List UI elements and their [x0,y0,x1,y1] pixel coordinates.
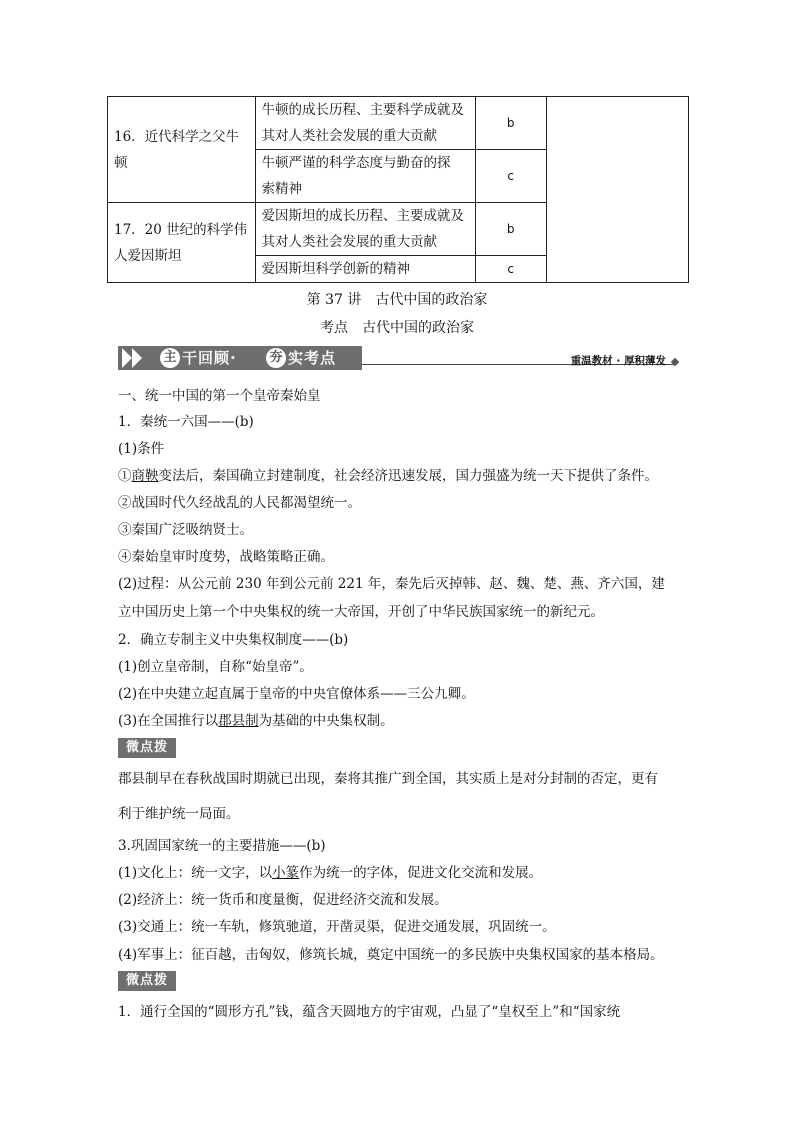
content-cell [255,256,475,283]
paragraph: (3)交通上：统一车轨，修筑驰道，开凿灵渠，促进交通发展，巩固统一。 [118,919,556,935]
paragraph [118,861,542,881]
topic-text: 人爱因斯坦 [114,247,182,264]
underlined-term: 小篆 [272,865,300,881]
paragraph [118,709,394,729]
paragraph: 立中国历史上第一个中央集权的统一大帝国，开创了中华民族国家统一的新纪元。 [118,604,604,620]
paragraph: (2)过程：从公元前 230 年到公元前 221 年，秦先后灭掉韩、赵、魏、楚、燕、齐六国，建 [118,576,665,592]
tip-label: 微点拨 [118,738,176,758]
paragraph: ②战国时代久经战乱的人民都渴望统一。 [118,495,361,511]
topic-text: 17．20 世纪的科学伟 [114,221,248,238]
topic-cell [108,97,256,203]
text: 为基础的中央集权制。 [258,713,394,729]
content-text: 牛顿的成长历程、主要科学成就及 [261,102,465,118]
banner-text: 干回顾· [182,349,237,367]
banner-badge: 主 [160,348,180,368]
tip-label: 微点拨 [118,971,176,991]
content-text: 其对人类社会发展的重大贡献 [261,234,438,250]
table-row [108,97,689,150]
paragraph [118,464,658,484]
subheading: 3.巩固国家统一的主要措施——(b) [118,838,326,854]
section-banner [118,346,680,374]
banner-subtitle: 重温教材 · 厚积薄发 [570,355,666,367]
text: 作为统一的字体，促进文化交流和发展。 [299,865,543,881]
paragraph: 利于维护统一局面。 [118,806,240,822]
level-cell: b [475,97,546,150]
content-cell [255,97,475,150]
paragraph: 1．通行全国的“圆形方孔”钱，蕴含天圆地方的宇宙观，凸显了“皇权至上”和“国家统 [118,1004,621,1020]
paragraph: ③秦国广泛吸纳贤士。 [118,522,253,538]
content-text: 其对人类社会发展的重大贡献 [261,128,438,144]
content-text: 爱因斯坦的成长历程、主要成就及 [261,208,465,224]
content-cell [255,203,475,256]
subheading: 1．秦统一六国——(b) [118,414,254,430]
paragraph: ④秦始皇审时度势，战略策略正确。 [118,549,334,565]
text: (3)在全国推行以 [118,713,219,729]
point-title: 考点 古代中国的政治家 [320,320,474,336]
chevron-right-icon [132,348,142,368]
underlined-term: 商鞅 [131,468,159,484]
content-cell [255,150,475,203]
paragraph: (1)条件 [118,441,165,457]
paragraph: 郡县制早在春秋战国时期就已出现，秦将其推广到全国，其实质上是对分封制的否定，更有 [118,771,658,787]
paragraph: (1)创立皇帝制，自称“始皇帝”。 [118,659,313,675]
banner-bar [118,346,362,370]
paragraph: (2)在中央建立起直属于皇帝的中央官僚体系——三公九卿。 [118,686,475,702]
requirements-table [107,96,689,283]
topic-cell [108,203,256,283]
subheading: 2．确立专制主义中央集权制度——(b) [118,632,349,648]
underlined-term: 郡县制 [218,713,259,729]
section-title: 一、统一中国的第一个皇帝秦始皇 [118,388,321,404]
blank-cell [546,97,688,283]
content-text: 索精神 [261,181,303,197]
content-text: 爱因斯坦科学创新的精神 [261,261,411,277]
level-cell: b [475,203,546,256]
banner-badge: 夯 [266,348,286,368]
chevron-right-icon [122,348,132,368]
topic-text: 16．近代科学之父牛顿 [114,128,240,171]
level-cell: c [475,256,546,283]
text: ① [118,468,132,484]
content-text: 牛顿严谨的科学态度与勤奋的探 [261,155,451,171]
text: 变法后，秦国确立封建制度，社会经济迅速发展，国力强盛为统一天下提供了条件。 [158,468,658,484]
lecture-title: 第 37 讲 古代中国的政治家 [306,292,488,308]
text: (1)文化上：统一文字，以 [118,865,273,881]
paragraph: (4)军事上：征百越，击匈奴，修筑长城，奠定中国统一的多民族中央集权国家的基本格局。 [118,947,664,963]
banner-text: 实考点 [288,349,337,367]
level-cell: c [475,150,546,203]
paragraph: (2)经济上：统一货币和度量衡，促进经济交流和发展。 [118,892,448,908]
